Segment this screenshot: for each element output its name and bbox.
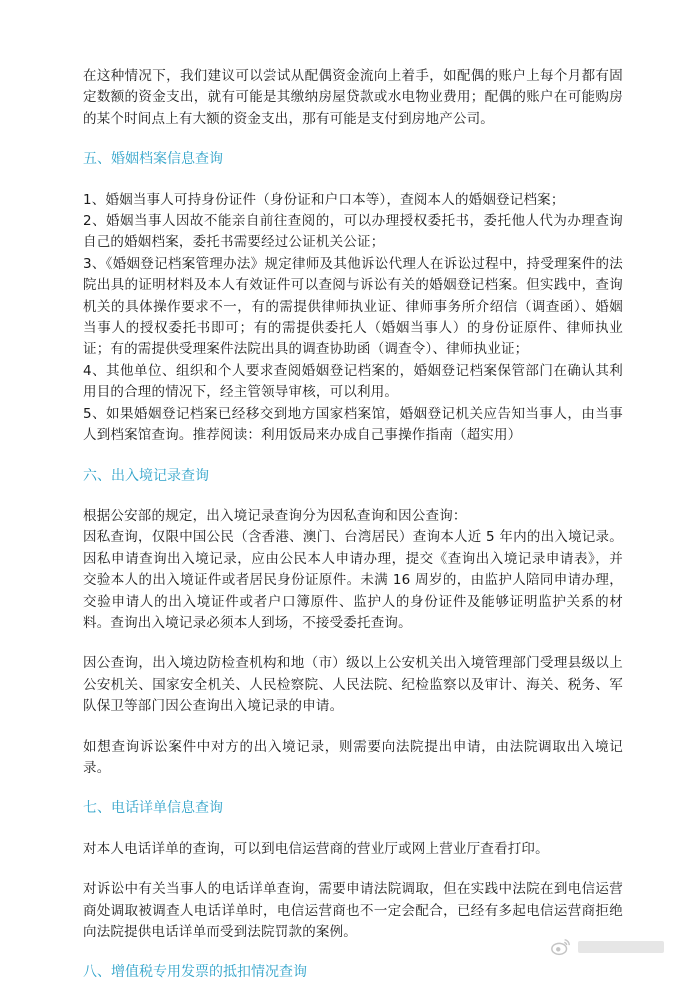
section-5-heading: 五、婚姻档案信息查询	[83, 151, 223, 168]
section-5-list	[83, 190, 623, 447]
section-7-heading: 七、电话详单信息查询	[83, 800, 223, 817]
list-item: 4、其他单位、组织和个人要求查阅婚姻登记档案的，婚姻登记档案保管部门在确认其利用目的合理的情况下，经主管领导审核，可以利用。	[83, 362, 623, 401]
section-8-heading: 八、增值税专用发票的抵扣情况查询	[83, 964, 307, 981]
list-item: 3、《婚姻登记档案管理办法》规定律师及其他诉讼代理人在诉讼过程中，持受理案件的法院出具的证明材料及本人有效证件可以查阅与诉讼有关的婚姻登记档案。但实践中，查询机关的具体操作要求不一，有的需提供律师执业证、律师事务所介绍信（调查函）、婚姻当事人的授权委托书即可；有的需提供委托人（婚姻当事人）的身份证原件、律师执业证；有的需提供受理案件法院出具的调查协助函（调查令）、律师执业证；	[83, 255, 623, 358]
section-6-paragraph: 根据公安部的规定，出入境记录查询分为因私查询和因公查询：	[83, 507, 467, 524]
section-7-paragraph: 对诉讼中有关当事人的电话详单查询，需要申请法院调取，但在实践中法院在到电信运营商处调取被调查人电话详单时，电信运营商也不一定会配合，已经有多起电信运营商拒绝向法院提供电话详单而受到法院罚款的案例。	[83, 881, 623, 940]
list-item: 2、婚姻当事人因故不能亲自前往查阅的，可以办理授权委托书，委托他人代为办理查询自己的婚姻档案，委托书需要经过公证机关公证；	[83, 213, 623, 251]
section-6-paragraph: 因公查询，出入境边防检查机构和地（市）级以上公安机关出入境管理部门受理县级以上公安机关、国家安全机关、人民检察院、人民法院、纪检监察以及审计、海关、税务、军队保卫等部门因公查询出入境记录的申请。	[83, 655, 623, 715]
section-6-paragraph: 因私查询，仅限中国公民（含香港、澳门、台湾居民）查询本人近 5 年内的出入境记录。因私申请查询出入境记录，应由公民本人申请办理，提交《查询出入境记录申请表》，并交验本人的出入境证件或者居民身份证原件。未满 16 周岁的，由监护人陪同申请办理，交验申请人的出入境证件或者户口簿原件、监护人的身份证件及能够证明监护关系的材料。查询出入境记录必须本人到场，不接受委托查询。	[83, 529, 623, 631]
section-6-paragraph: 如想查询诉讼案件中对方的出入境记录，则需要向法院提出申请，由法院调取出入境记录。	[83, 738, 623, 776]
list-item: 5、如果婚姻登记档案已经移交到地方国家档案馆，婚姻登记机关应告知当事人，由当事人到档案馆查询。推荐阅读：利用饭局来办成自己事操作指南（超实用）	[83, 405, 623, 444]
intro-paragraph: 在这种情况下，我们建议可以尝试从配偶资金流向上着手，如配偶的账户上每个月都有固定数额的资金支出，就有可能是其缴纳房屋贷款或水电物业费用；配偶的账户在可能购房的某个时间点上有大额的资金支出，那有可能是支付到房地产公司。	[83, 68, 623, 127]
watermark-text	[578, 941, 664, 953]
list-item: 1、婚姻当事人可持身份证件（身份证和户口本等），查阅本人的婚姻登记档案；	[83, 191, 565, 208]
section-6-heading: 六、出入境记录查询	[83, 467, 209, 484]
section-7-paragraph: 对本人电话详单的查询，可以到电信运营商的营业厅或网上营业厅查看打印。	[83, 840, 549, 857]
weibo-logo-icon	[550, 936, 572, 958]
document-body	[83, 66, 623, 984]
watermark	[550, 936, 664, 958]
